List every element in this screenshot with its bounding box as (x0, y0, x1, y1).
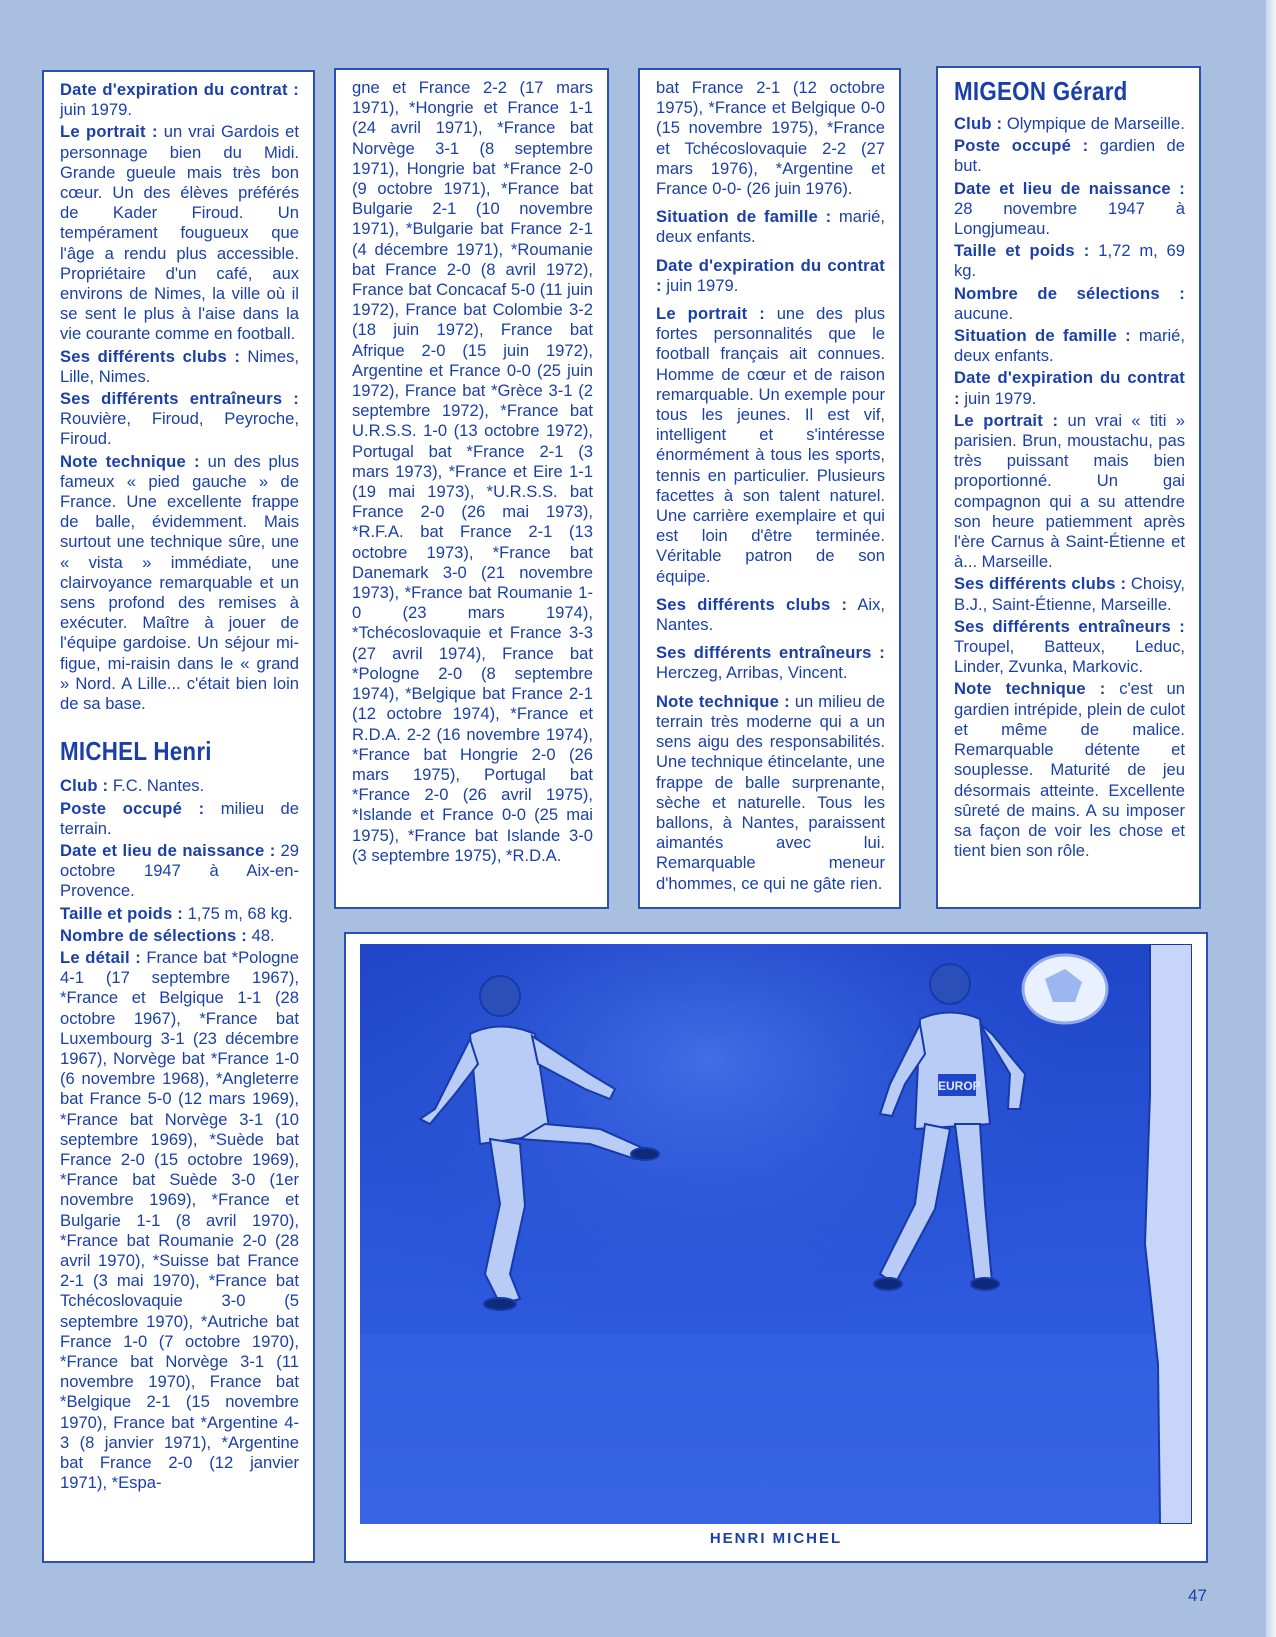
paragraph-coaches (60, 389, 299, 450)
paragraph-contract (954, 368, 1185, 408)
paragraph-portrait (656, 304, 885, 587)
label: Ses différents clubs : (954, 574, 1127, 594)
player-name-migeon: MIGEON Gérard (954, 76, 1128, 106)
article-column-2 (334, 68, 609, 909)
paragraph-family (656, 207, 885, 247)
paragraph-portrait (954, 411, 1185, 573)
label: Note technique : (954, 679, 1106, 699)
paragraph-contract (656, 256, 885, 296)
text: une des plus fortes personnalités que le football français ait connues. Homme de cœur et de raison remarquable. Un exemple pour tous les jeunes. Il est vif, intelligent et s'intéresse énormément à tous les sports, tennis en particulier. Plusieurs facettes à son talent naturel. Une carrière exemplaire et qui est loin d'être terminée. Véritable patron de son équipe. (656, 304, 885, 586)
text: marié, deux enfants. (656, 207, 885, 247)
photo-frame (344, 932, 1208, 1563)
text: juin 1979. (959, 388, 1037, 408)
paragraph-caps (60, 926, 299, 946)
paragraph-clubs (954, 574, 1185, 614)
text: marié, deux enfants. (954, 326, 1185, 366)
player-name-michel: MICHEL Henri (60, 736, 212, 767)
paragraph-technique (60, 452, 299, 715)
text: Troupel, Batteux, Leduc, Linder, Zvunka, Markovic. (954, 637, 1185, 677)
text: Aix, Nantes. (656, 594, 885, 635)
label: Ses différents entraîneurs : (60, 389, 299, 409)
label: Taille et poids : (60, 903, 183, 923)
match-photo (360, 944, 1192, 1524)
paragraph-birth (60, 841, 299, 902)
label: Le portrait : (60, 122, 158, 142)
paragraph-position (60, 799, 299, 839)
label: Le portrait : (656, 304, 765, 324)
label: Nombre de sélections : (954, 283, 1185, 303)
text: 28 novembre 1947 à Longjumeau. (954, 198, 1185, 239)
text: 48. (246, 925, 275, 945)
label: Ses différents entraîneurs : (954, 616, 1185, 636)
label: Ses différents entraîneurs : (656, 643, 885, 663)
label: Ses différents clubs : (60, 346, 241, 366)
text: un vrai « titi » parisien. Brun, moustachu, pas très puissant mais bien proportionné. Un gai compagnon qui a su attendre son heure patiemment après l'ère Carnus à Saint-Étienne et à... Marseille. (954, 410, 1185, 572)
paragraph-detail-end: bat France 2-1 (12 octobre 1975), *France et Belgique 0-0 (15 novembre 1975), *France et Tchécoslovaquie 2-2 (27 mars 1976), *Argentine et France 0-0- (26 juin 1976). (656, 78, 885, 199)
label: Date et lieu de naissance : (954, 178, 1185, 198)
text: Herczeg, Arribas, Vincent. (656, 663, 848, 683)
text: aucune. (954, 303, 1014, 323)
text: 1,72 m, 69 kg. (954, 241, 1185, 281)
paragraph-detail (60, 948, 299, 1493)
text: Olympique de Marseille. (1002, 114, 1185, 133)
label: Poste occupé : (60, 798, 205, 818)
label: Date d'expiration du contrat : (656, 255, 885, 295)
text: juin 1979. (661, 275, 739, 295)
label: Club : (60, 776, 109, 796)
label: Date d'expiration du contrat : (954, 368, 1185, 408)
label: Club : (954, 114, 1003, 133)
paragraph-size (60, 904, 299, 924)
label: Nombre de sélections : (60, 925, 247, 945)
paragraph-portrait (60, 122, 299, 344)
paragraph-position (954, 136, 1185, 176)
paragraph-contract (60, 80, 299, 120)
paragraph-birth (954, 179, 1185, 240)
photo-caption: HENRI MICHEL (709, 1530, 843, 1547)
label: Ses différents clubs : (656, 594, 848, 614)
jersey-sponsor: EUROP (938, 1079, 981, 1093)
paragraph-coaches (954, 617, 1185, 678)
text: c'est un gardien intrépide, plein de culot et même de malice. Remarquable détente et souplesse. Maturité de jeu désormais atteinte. Excellente sûreté de mains. A su imposer sa façon de voir les chose et tient bien son rôle. (954, 679, 1185, 861)
label: Date d'expiration du contrat : (60, 80, 299, 99)
paragraph-coaches (656, 643, 885, 683)
text: milieu de terrain. (60, 798, 299, 838)
pitch (360, 1334, 1192, 1524)
article-column-3 (638, 68, 901, 909)
photo-illustration (360, 944, 1192, 1524)
paragraph-technique (656, 692, 885, 894)
label: Situation de famille : (954, 326, 1131, 346)
label: Le portrait : (954, 410, 1059, 430)
page-edge (1266, 0, 1276, 1637)
ball (1023, 955, 1107, 1023)
text: Choisy, B.J., Saint-Étienne, Marseille. (954, 574, 1185, 614)
paragraph-detail-continued: gne et France 2-2 (17 mars 1971), *Hongrie et France 1-1 (24 avril 1971), *France bat Norvège 3-1 (8 septembre 1971), Hongrie bat *France 2-0 (9 octobre 1971), *France bat Bulgarie 2-1 (10 novembre 1971), *Bulgarie bat France 2-1 (4 décembre 1971), *Roumanie bat France 2-0 (8 avril 1972), France bat Concacaf 5-0 (11 juin 1972), France bat Colombie 3-2 (18 juin 1972), France bat Afrique 2-0 (15 juin 1972), Argentine et France 0-0 (25 juin 1972), France bat *Grèce 3-1 (2 septembre 1972), *France bat U.R.S.S. 1-0 (13 octobre 1972), Portugal bat *France 2-1 (3 mars 1973), *France et Eire 1-1 (19 mai 1973), *U.R.S.S. bat France 2-0 (26 mai 1973), *R.F.A. bat France 2-1 (13 octobre 1973), *France bat Danemark 3-0 (21 novembre 1973), *France bat Roumanie 1-0 (23 mars 1974), *Tchécoslovaquie et France 3-3 (27 avril 1974), France bat *Pologne 2-0 (8 septembre 1974), *Belgique bat France 2-1 (12 octobre 1974), *France et R.D.A. 2-2 (16 novembre 1974), *France bat Hongrie 2-0 (26 mars 1975), Portugal bat *France 2-0 (26 avril 1975), *Islande et France 0-0 (25 mai 1975), *France bat Islande 3-0 (3 septembre 1975), *R.D.A. (352, 78, 593, 865)
text: gardien de but. (954, 136, 1185, 176)
paragraph-club (60, 776, 299, 796)
text: un des plus fameux « pied gauche » de France. Une excellente frappe de balle, évidemment. Mais surtout une technique sûre, une « vista » immédiate, une clairvoyance remarquable et un sens profond des remises à exécuter. Maître à jouer de l'équipe gardoise. Un séjour mi-figue, mi-raisin dans le « grand » Nord. A Lille... c'était bien loin de sa base. (60, 451, 299, 714)
paragraph-family (954, 326, 1185, 366)
paragraph-size (954, 241, 1185, 281)
paragraph-caps (954, 284, 1185, 324)
paragraph-clubs (60, 347, 299, 387)
text: F.C. Nantes. (108, 776, 205, 796)
text: un milieu de terrain très moderne qui a un sens aigu des responsabilités. Une technique étincelante, une frappe de balle surprenante, sèche et naturelle. Tous les ballons, à Nantes, paraissent aimantés avec lui. Remarquable meneur d'hommes, ce qui ne gâte rien. (656, 691, 885, 893)
label: Taille et poids : (954, 241, 1090, 261)
label: Le détail : (60, 947, 142, 967)
label: Situation de famille : (656, 207, 832, 227)
label: Poste occupé : (954, 136, 1089, 156)
paragraph-technique (954, 679, 1185, 861)
text: Nimes, Lille, Nimes. (60, 346, 299, 386)
page-number: 47 (1188, 1586, 1207, 1605)
paragraph-club (954, 114, 1185, 134)
paragraph-clubs (656, 595, 885, 635)
label: Note technique : (60, 451, 200, 471)
text: France bat *Pologne 4-1 (17 septembre 1967), *France et Belgique 1-1 (28 octobre 1967), *France bat Luxembourg 3-1 (23 décembre 1967), Norvège bat *France 1-0 (6 novembre 1968), *Angleterre bat France 5-0 (12 mars 1969), *France bat Norvège 3-1 (10 septembre 1969), *Suède bat France 2-0 (15 octobre 1969), *France bat Suède 3-0 (1er novembre 1969), *France et Bulgarie 1-1 (8 avril 1970), *France bat Roumanie 2-0 (28 avril 1970), *Suisse bat France 2-1 (3 mai 1970), *France bat Tchécoslovaquie 3-0 (5 septembre 1970), *Autriche bat France 1-0 (7 octobre 1970), *France bat Norvège 3-1 (11 novembre 1970), France bat *Belgique 2-1 (15 novembre 1970), France bat *Argentine 4-3 (8 janvier 1971), *Argentine bat France 2-0 (12 janvier 1971), *Espa- (60, 947, 299, 1493)
text: un vrai Gardois et personnage bien du Midi. Grande gueule mais très bon cœur. Un des élèves préférés de Kader Firoud. Un tempérament fougueux que l'âge a rendu plus accessible. Propriétaire d'un café, aux environs de Nimes, la ville où il se sent le plus à l'aise dans la vie courante comme en football. (60, 122, 299, 344)
article-column-1 (42, 70, 315, 1563)
text: Rouvière, Firoud, Peyroche, Firoud. (60, 409, 299, 449)
text: 1,75 m, 68 kg. (182, 903, 293, 923)
label: Date et lieu de naissance : (60, 840, 276, 860)
text: juin 1979. (60, 100, 132, 120)
article-column-4 (936, 66, 1201, 909)
text: 29 octobre 1947 à Aix-en-Provence. (60, 840, 299, 901)
label: Note technique : (656, 691, 790, 711)
